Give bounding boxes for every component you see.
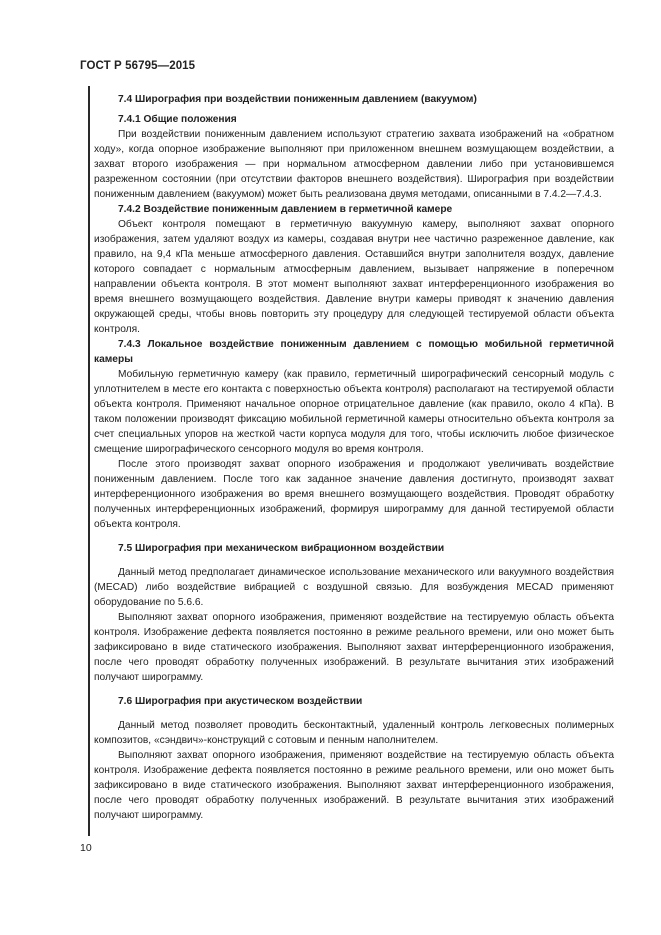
- heading-7-4: 7.4 Ширография при воздействии пониженным давлением (вакуумом): [118, 94, 477, 105]
- paragraph-7-5-a: Данный метод предполагает динамическое использование механического или вакуумного воздействия (MECAD) либо воздействие вибрацией с воздушной связью. Для возбуждения MECAD применяют оборудование по 5.6.6.: [94, 567, 614, 608]
- paragraph-7-6-a: Данный метод позволяет проводить бесконтактный, удаленный контроль легковесных полимерных композитов, «сэндвич»-конструкций с сотовым и пенным наполнителем.: [94, 720, 614, 746]
- paragraph-7-6-b: Выполняют захват опорного изображения, применяют воздействие на тестируемую область объекта контроля. Изображение дефекта появляется постоянно в режиме реального времени, или оно может быть зафиксировано в виде статического изображения. Выполняют захват интерференционного изображения, после чего проводят обработку полученных изображений. В результате вычитания этих изображений получают широграмму.: [94, 750, 614, 821]
- heading-7-4-3: 7.4.3 Локальное воздействие пониженным давлением с помощью мобильной герметичной камеры: [94, 339, 614, 365]
- margin-rule: [88, 86, 90, 836]
- heading-7-6: 7.6 Ширография при акустическом воздействии: [118, 696, 363, 707]
- paragraph-7-4-3-a: Мобильную герметичную камеру (как правило, герметичный ширографический сенсорный модуль с уплотнителем в месте его контакта с поверхностью объекта контроля) располагают на тестируемой области объекта контроля. Применяют начальное опорное отрицательное давление (как правило, около 4 кПа). В таком положении производят фиксацию мобильной герметичной камеры относительно объекта контроля за счет специальных упоров на жесткой части корпуса модуля для того, чтобы исключить любое физическое смещение ширографического сенсорного модуля во время контроля.: [94, 369, 614, 455]
- document-body: [94, 92, 614, 823]
- document-header: ГОСТ Р 56795—2015: [80, 60, 196, 72]
- paragraph-7-4-1: При воздействии пониженным давлением используют стратегию захвата изображений на «обратном ходу», когда опорное изображение выполняют при приложенном внешнем возмущающем воздействии, а захват второго изображения — при нормальном атмосферном давлении либо при установившемся разреженном состоянии (при отсутствии факторов внешнего воздействия). Ширография при воздействии пониженным давлением (вакуумом) может быть реализована двумя методами, описанными в 7.4.2—7.4.3.: [94, 129, 614, 200]
- page-number: 10: [80, 842, 92, 854]
- paragraph-7-4-3-b: После этого производят захват опорного изображения и продолжают увеличивать воздействие пониженным давлением. После того как заданное значение давления достигнуто, производят захват интерференционного изображения во время внешнего возмущающего воздействия. Проводят обработку полученных интерференционных изображений, формируя широграмму для данной тестируемой области объекта контроля.: [94, 459, 614, 530]
- heading-7-4-2: 7.4.2 Воздействие пониженным давлением в герметичной камере: [118, 204, 453, 215]
- paragraph-7-5-b: Выполняют захват опорного изображения, применяют воздействие на тестируемую область объекта контроля. Изображение дефекта появляется постоянно в режиме реального времени, или оно может быть зафиксировано в виде статического изображения. Выполняют захват интерференционного изображения, после чего проводят обработку полученных изображений. В результате вычитания этих изображений получают широграмму.: [94, 612, 614, 683]
- paragraph-7-4-2: Объект контроля помещают в герметичную вакуумную камеру, выполняют захват опорного изображения, затем удаляют воздух из камеры, создавая внутри нее частично разреженное давление, как правило, на 9,4 кПа меньше атмосферного давления. Оставшийся внутри заполнителя воздух, давление которого совпадает с нормальным атмосферным давлением, вызывает напряжение в поперечном направлении объекта контроля. В этот момент выполняют захват интерференционного изображения во время внешнего возмущающего воздействия. Давление внутри камеры приводят к значению давления окружающей среды, чтобы вновь повторить эту процедуру для следующей тестируемой области объекта контроля.: [94, 219, 614, 335]
- heading-7-4-1: 7.4.1 Общие положения: [118, 114, 237, 125]
- heading-7-5: 7.5 Ширография при механическом вибрационном воздействии: [118, 543, 445, 554]
